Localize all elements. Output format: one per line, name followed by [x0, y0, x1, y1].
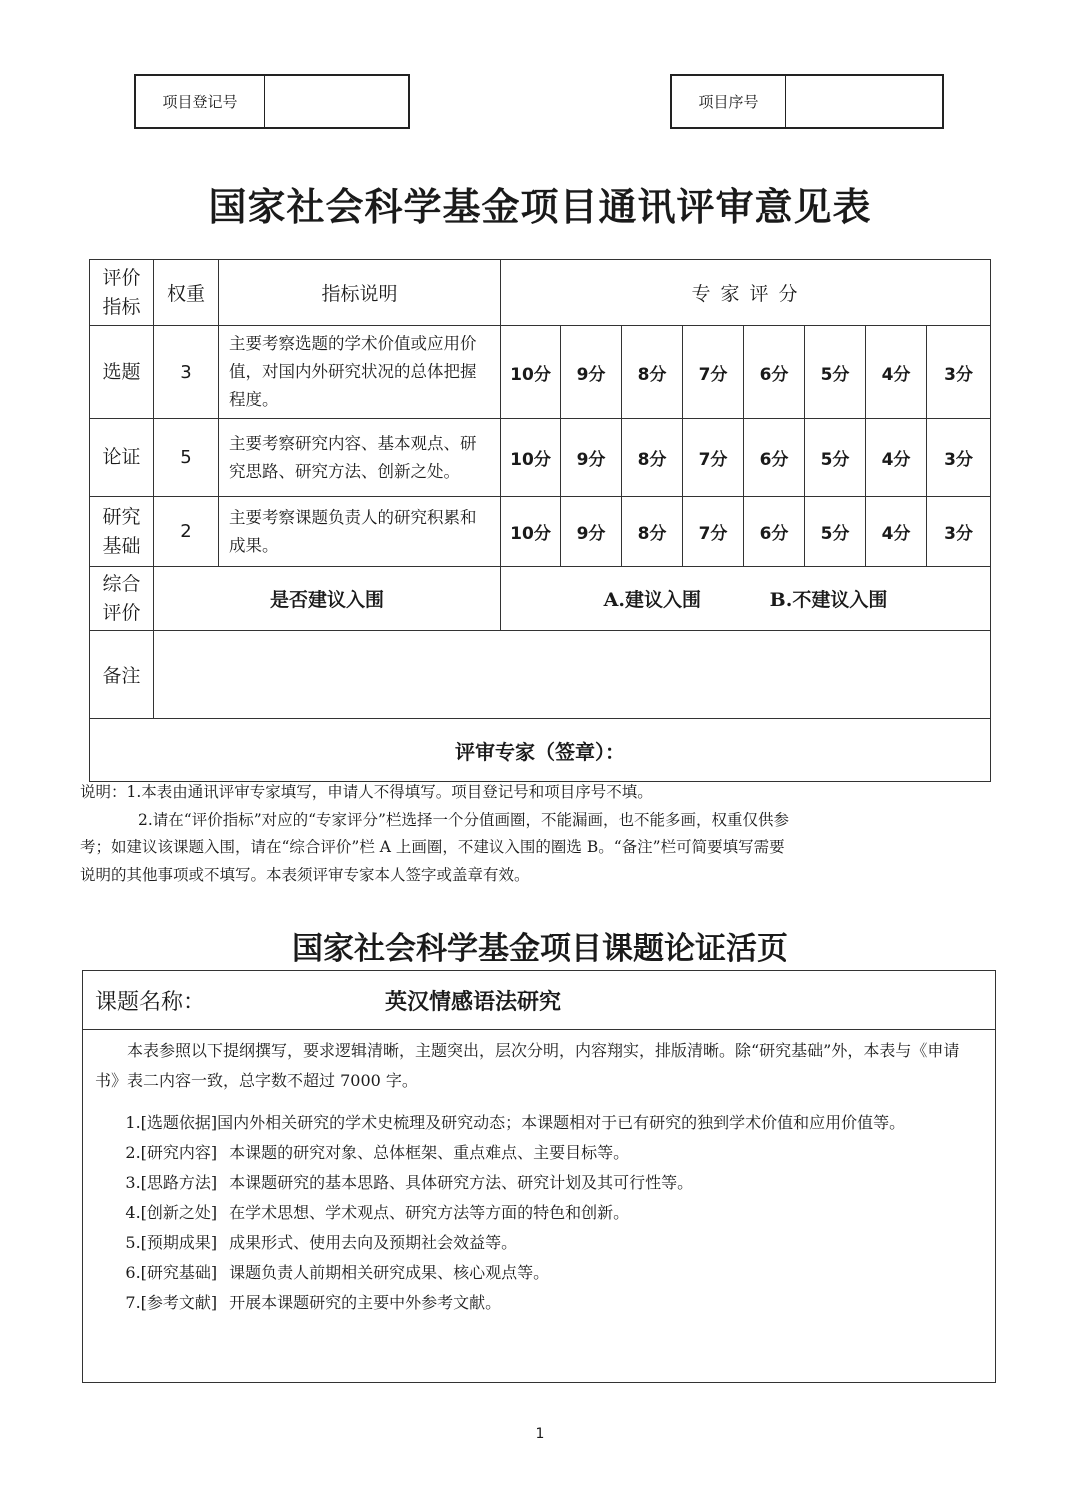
outline-item — [95, 1108, 983, 1138]
score-option[interactable]: 8分 — [622, 326, 683, 419]
remarks-field[interactable] — [154, 631, 991, 719]
overall-label-line2: 评价 — [102, 601, 141, 624]
signature-label: 评审专家（签章）： — [90, 719, 991, 782]
score-option[interactable]: 5分 — [805, 497, 866, 567]
indicator-cell — [90, 326, 154, 419]
overall-options-cell — [501, 567, 991, 631]
item-text: 本课题的研究对象、总体框架、重点难点、主要目标等。 — [229, 1143, 630, 1162]
header-expert-score: 专 家 评 分 — [501, 260, 991, 326]
outline-item — [95, 1258, 983, 1288]
instructions-notes — [80, 779, 980, 889]
option-a-recommend[interactable]: A.建议入围 — [603, 589, 702, 611]
score-option[interactable]: 6分 — [744, 326, 805, 419]
serial-number-field[interactable] — [786, 76, 942, 127]
argument-box — [82, 970, 996, 1383]
topic-value: 英汉情感语法研究 — [385, 988, 562, 1015]
item-number: 4. — [125, 1203, 141, 1222]
score-option[interactable]: 5分 — [805, 419, 866, 497]
outline-item — [95, 1138, 983, 1168]
note-line-4: 说明的其他事项或不填写。本表须评审专家本人签字或盖章有效。 — [80, 865, 530, 884]
item-text: 在学术思想、学术观点、研究方法等方面的特色和创新。 — [229, 1203, 630, 1222]
table-row — [90, 419, 991, 497]
outline-item — [95, 1288, 983, 1318]
indicator-cell — [90, 419, 154, 497]
score-option[interactable]: 3分 — [927, 419, 991, 497]
description-cell: 主要考察研究内容、基本观点、研究思路、研究方法、创新之处。 — [219, 419, 501, 497]
table-row — [90, 326, 991, 419]
item-number: 2. — [125, 1143, 141, 1162]
serial-number-box — [670, 74, 944, 129]
review-table — [89, 259, 991, 782]
note-line-2: 2.请在“评价指标”对应的“专家评分”栏选择一个分值画圈，不能漏画，也不能多画，权重仅供参 — [138, 810, 789, 829]
option-b-not-recommend[interactable]: B.不建议入围 — [769, 589, 888, 611]
indicator-cell — [90, 497, 154, 567]
score-option[interactable]: 6分 — [744, 419, 805, 497]
overall-question: 是否建议入围 — [154, 567, 501, 631]
item-tag: [思路方法] — [140, 1173, 218, 1192]
item-tag: [预期成果] — [140, 1233, 218, 1252]
score-option[interactable]: 9分 — [561, 497, 622, 567]
outline-intro: 本表参照以下提纲撰写，要求逻辑清晰，主题突出，层次分明，内容翔实，排版清晰。除“研究基础”外，本表与《申请书》表二内容一致，总字数不超过 7000 字。 — [95, 1041, 960, 1090]
form-title: 国家社会科学基金项目通讯评审意见表 — [208, 184, 872, 229]
header-description: 指标说明 — [219, 260, 501, 326]
outline-item — [95, 1228, 983, 1258]
score-option[interactable]: 7分 — [683, 497, 744, 567]
score-option[interactable]: 3分 — [927, 326, 991, 419]
score-option[interactable]: 10分 — [501, 326, 561, 419]
score-option[interactable]: 9分 — [561, 419, 622, 497]
header-indicator-line2: 指标 — [102, 295, 141, 318]
item-tag: [研究基础] — [140, 1263, 218, 1282]
indicator-label: 论证 — [102, 446, 141, 468]
score-option[interactable]: 9分 — [561, 326, 622, 419]
registration-number-label: 项目登记号 — [136, 76, 265, 127]
score-option[interactable]: 10分 — [501, 497, 561, 567]
item-text: 国内外相关研究的学术史梳理及研究动态；本课题相对于已有研究的独到学术价值和应用价值等。 — [217, 1113, 906, 1132]
item-text: 本课题研究的基本思路、具体研究方法、研究计划及其可行性等。 — [229, 1173, 694, 1192]
score-option[interactable]: 3分 — [927, 497, 991, 567]
table-header-row — [90, 260, 991, 326]
signature-row — [90, 719, 991, 782]
weight-cell: 5 — [154, 419, 219, 497]
topic-label: 课题名称： — [95, 989, 206, 1015]
registration-number-field[interactable] — [265, 76, 408, 127]
registration-number-box — [134, 74, 410, 129]
argument-page-title: 国家社会科学基金项目课题论证活页 — [292, 931, 788, 967]
topic-row — [83, 971, 995, 1030]
item-number: 5. — [125, 1233, 141, 1252]
item-text: 课题负责人前期相关研究成果、核心观点等。 — [229, 1263, 550, 1282]
page-number: 1 — [535, 1426, 545, 1442]
outline-body — [83, 1030, 995, 1318]
score-option[interactable]: 4分 — [866, 497, 927, 567]
score-option[interactable]: 6分 — [744, 497, 805, 567]
description-cell: 主要考察选题的学术价值或应用价值，对国内外研究状况的总体把握程度。 — [219, 326, 501, 419]
item-number: 7. — [125, 1293, 141, 1312]
remarks-row — [90, 631, 991, 719]
outline-item — [95, 1168, 983, 1198]
weight-cell: 3 — [154, 326, 219, 419]
score-option[interactable]: 7分 — [683, 326, 744, 419]
overall-evaluation-row — [90, 567, 991, 631]
item-text: 开展本课题研究的主要中外参考文献。 — [229, 1293, 502, 1312]
item-number: 6. — [125, 1263, 141, 1282]
outline-item — [95, 1198, 983, 1228]
score-option[interactable]: 8分 — [622, 497, 683, 567]
score-option[interactable]: 5分 — [805, 326, 866, 419]
note-line-3: 考；如建议该课题入围，请在“综合评价”栏 A 上画圈，不建议入围的圈选 B。“备注”栏可简要填写需要 — [80, 838, 785, 856]
score-option[interactable]: 4分 — [866, 326, 927, 419]
overall-label-cell — [90, 567, 154, 631]
remarks-label: 备注 — [90, 631, 154, 719]
item-tag: [参考文献] — [140, 1293, 218, 1312]
serial-number-label: 项目序号 — [672, 76, 786, 127]
header-weight: 权重 — [154, 260, 219, 326]
table-row — [90, 497, 991, 567]
score-option[interactable]: 8分 — [622, 419, 683, 497]
score-option[interactable]: 4分 — [866, 419, 927, 497]
item-tag: [选题依据] — [140, 1113, 218, 1132]
score-option[interactable]: 10分 — [501, 419, 561, 497]
note-line-1: 说明：1.本表由通讯评审专家填写，申请人不得填写。项目登记号和项目序号不填。 — [80, 783, 653, 801]
weight-cell: 2 — [154, 497, 219, 567]
item-number: 3. — [125, 1173, 141, 1192]
overall-label-line1: 综合 — [102, 572, 141, 595]
indicator-label-line2: 基础 — [102, 534, 141, 557]
description-cell: 主要考察课题负责人的研究积累和成果。 — [219, 497, 501, 567]
header-indicator — [90, 260, 154, 326]
score-option[interactable]: 7分 — [683, 419, 744, 497]
item-tag: [创新之处] — [140, 1203, 218, 1222]
item-tag: [研究内容] — [140, 1143, 218, 1162]
item-text: 成果形式、使用去向及预期社会效益等。 — [229, 1233, 518, 1252]
item-number: 1. — [125, 1113, 141, 1132]
indicator-label: 选题 — [102, 360, 141, 383]
indicator-label-line1: 研究 — [102, 505, 141, 528]
header-indicator-line1: 评价 — [102, 266, 141, 289]
